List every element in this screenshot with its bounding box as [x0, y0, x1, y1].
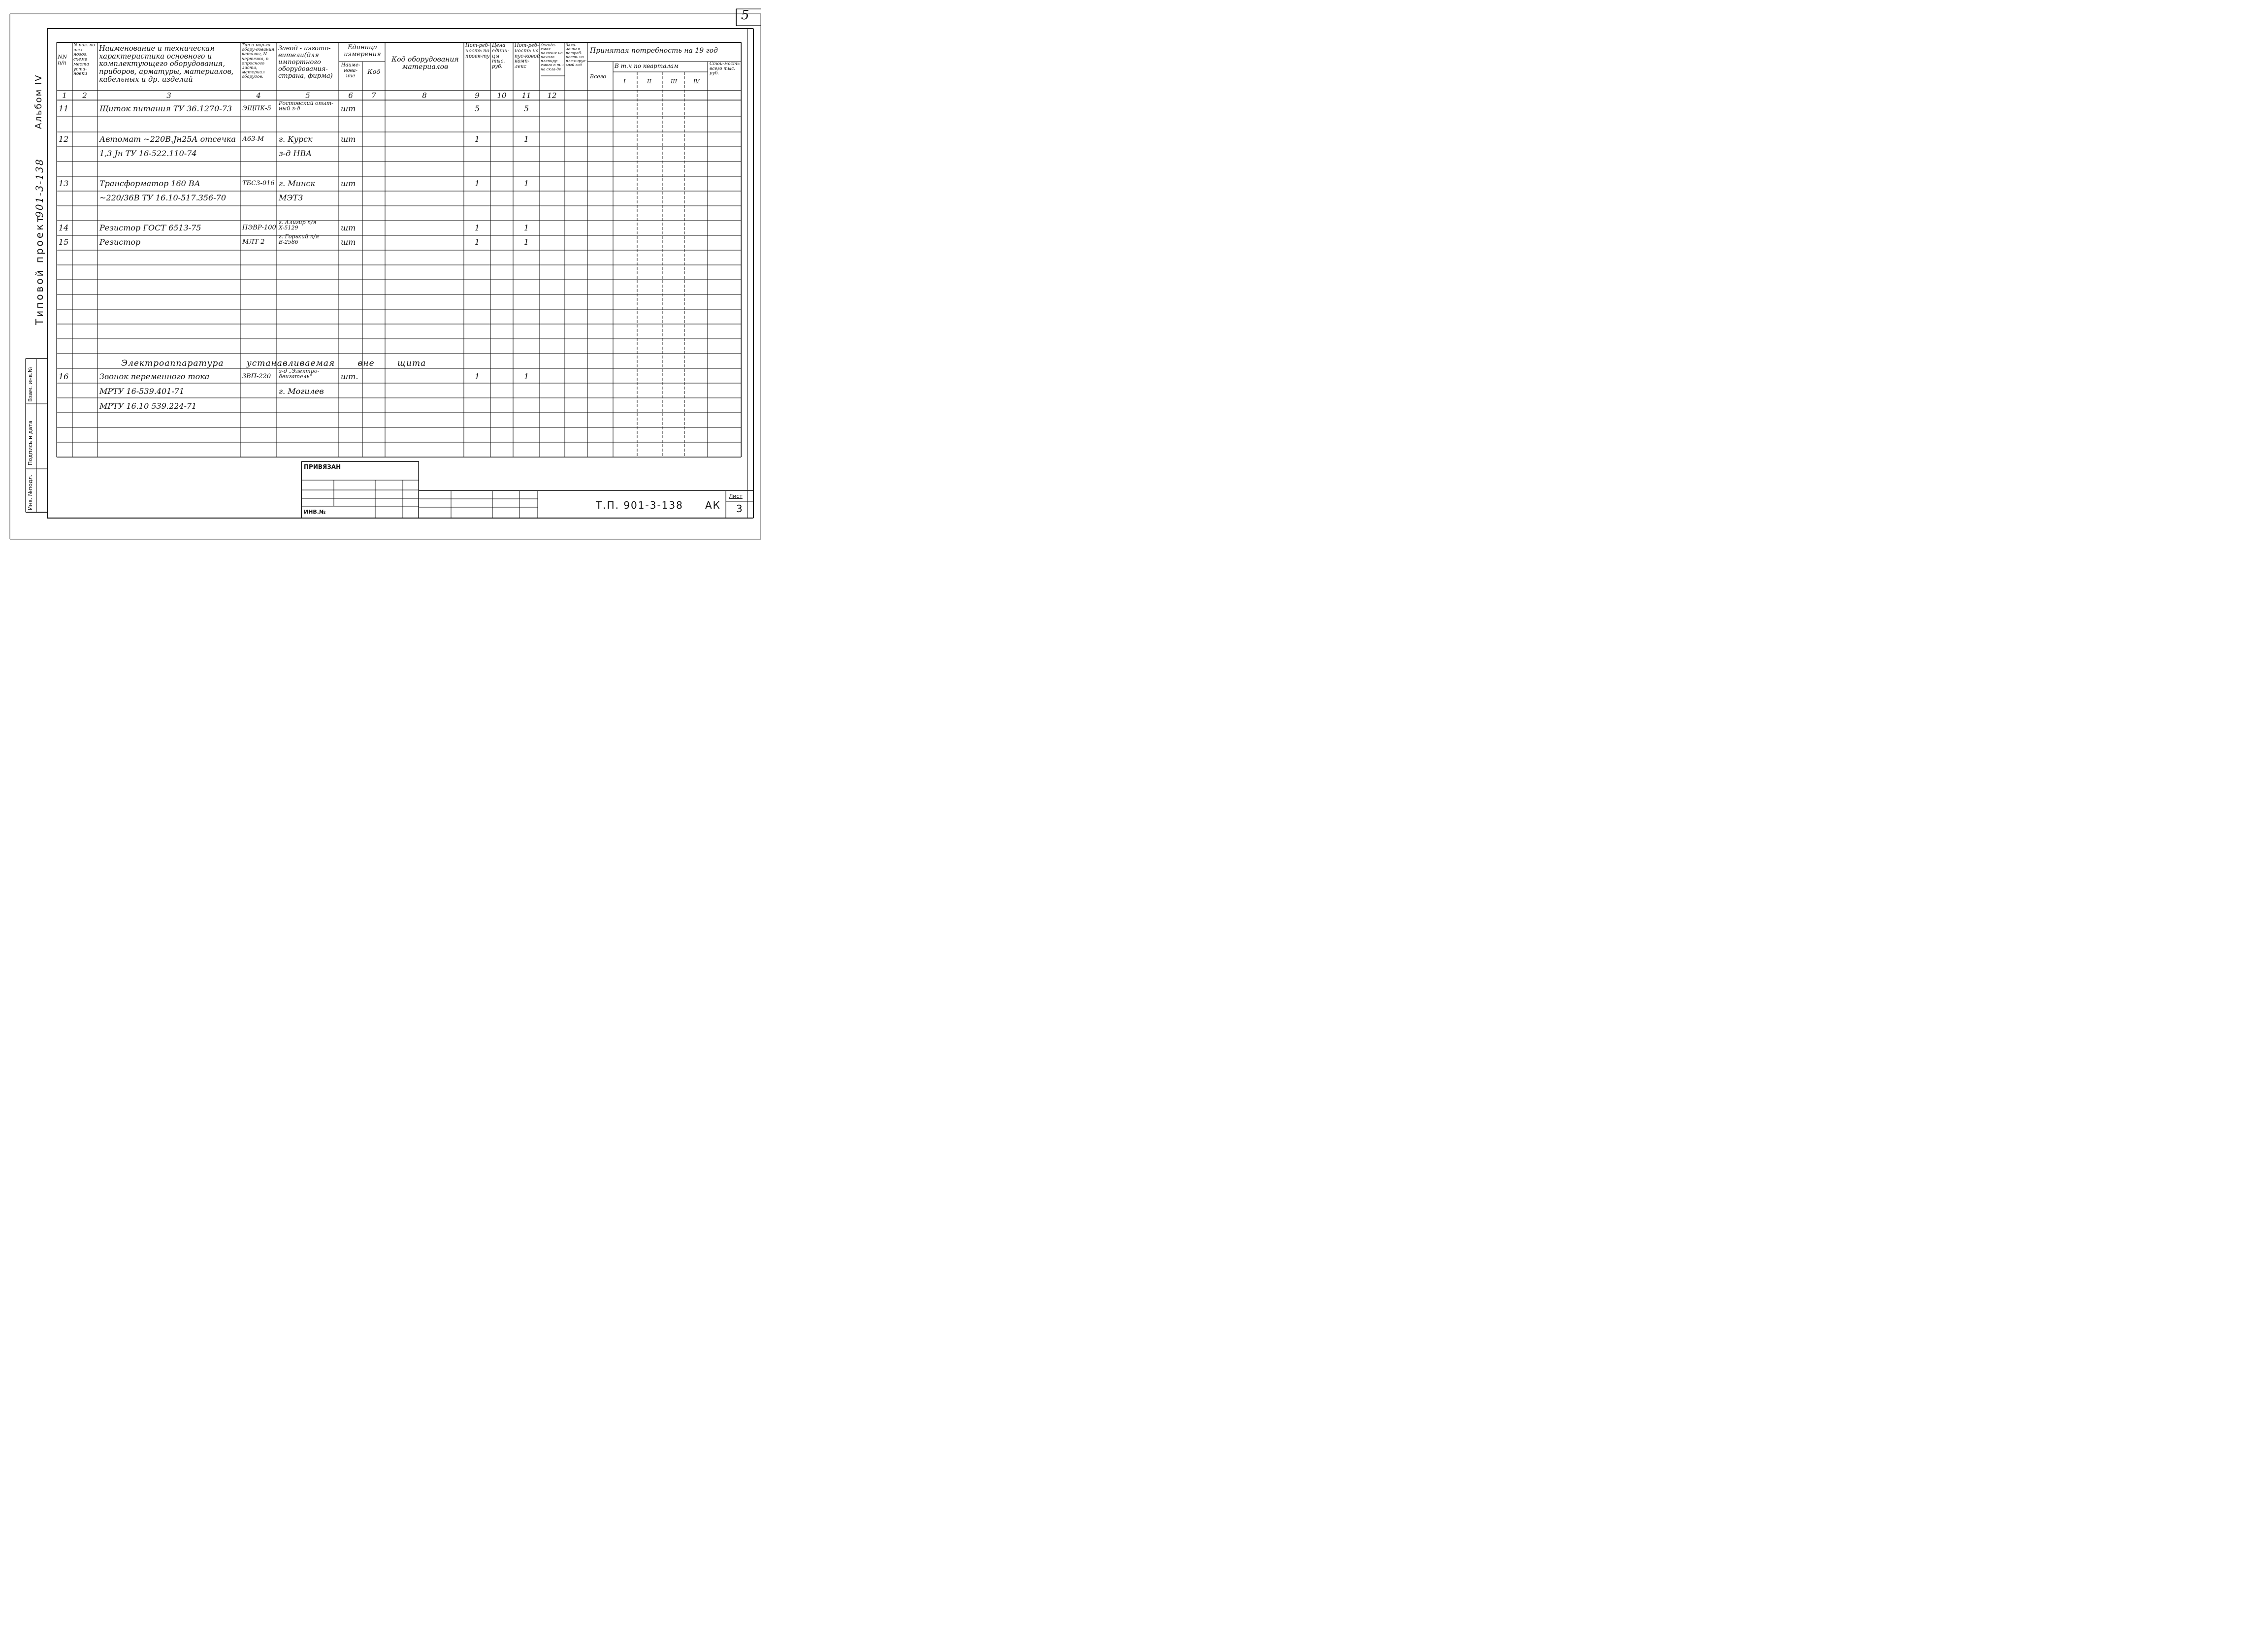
- header-declared: Заяв-ленная потреб-ность на пла-нируе-мый год: [566, 43, 587, 67]
- row-unit: шт: [341, 104, 356, 113]
- stamp-podpis-data: Подпись и дата: [27, 420, 33, 465]
- row-name: МРТУ 16.10 539.224-71: [99, 401, 197, 411]
- row-number: 12: [59, 134, 69, 144]
- sheet-label: Лист: [729, 493, 743, 499]
- row-number: 11: [59, 104, 69, 113]
- header-total: Всего: [590, 73, 606, 80]
- row-launch-need: 1: [524, 223, 529, 232]
- header-price: Цена едини-цы тыс. руб.: [492, 43, 510, 70]
- doc-code: Т.П. 901-3-138: [596, 499, 683, 511]
- row-launch-need: 5: [524, 104, 529, 113]
- row-maker: з-д НВА: [279, 149, 312, 158]
- row-type: МЛТ-2: [242, 238, 265, 246]
- row-launch-need: 1: [524, 134, 529, 144]
- header-pos: N поз. по тех-ногог. схеме места уста-новки: [73, 43, 95, 77]
- header-equipment-code: Код оборудования материалов: [391, 56, 459, 71]
- row-name: 1,3 Jн ТУ 16-522.110-74: [99, 149, 197, 158]
- row-name: Звонок переменного тока: [99, 372, 210, 381]
- row-maker: г. Курск: [279, 134, 313, 144]
- row-type: ТБС3-016: [242, 180, 275, 187]
- header-type: Тип и мар-ка обору-дования, каталог, N чертежа, п опросного листа, материал оборудов.: [242, 43, 276, 80]
- header-accepted-group: Принятая потребность на 19 год: [590, 47, 718, 55]
- row-need: 1: [475, 223, 480, 232]
- row-unit: шт: [341, 237, 356, 247]
- row-maker: г. Алигир п/я Х-5129: [279, 219, 317, 231]
- header-launch: Пот-реб-ность на пус-ковой комп-лекс: [515, 43, 540, 70]
- row-need: 1: [475, 237, 480, 247]
- header-maker: Завод - изгото-вители(для импортного оборудования-страна, фирма): [278, 45, 333, 80]
- column-number: 5: [305, 91, 310, 100]
- row-name: ~220/36В ТУ 16.10-517.356-70: [99, 193, 226, 202]
- doc-mark: АК: [705, 499, 721, 511]
- column-number: 7: [371, 91, 376, 100]
- header-need: Пот-реб-ность по проек-ту: [465, 43, 490, 59]
- row-maker: г. Горький п/я В-2586: [279, 233, 319, 245]
- row-number: 15: [59, 237, 69, 247]
- column-number: 8: [422, 91, 427, 100]
- row-need: 1: [475, 134, 480, 144]
- row-type: А63-М: [242, 135, 264, 143]
- header-unit-name: Наиме-нова-ние: [341, 63, 360, 79]
- row-maker: Ростовский опыт-ный з-д: [279, 100, 333, 112]
- row-type: ПЭВР-100: [242, 224, 276, 231]
- row-name: Трансформатор 160 ВА: [99, 179, 200, 188]
- row-type: ЗВП-220: [242, 373, 271, 380]
- header-q3: III: [671, 78, 678, 85]
- header-nn: NN п/п: [58, 54, 67, 66]
- column-number: 2: [82, 91, 87, 100]
- row-name: Автомат ~220В.Jн25А отсечка: [99, 134, 236, 144]
- album-label: Альбом IV: [33, 74, 44, 129]
- row-need: 1: [475, 179, 480, 188]
- header-q4: IV: [693, 78, 700, 85]
- row-name: МРТУ 16-539.401-71: [99, 387, 185, 396]
- row-type: ЭЩПК-5: [242, 105, 271, 112]
- row-number: 13: [59, 179, 69, 188]
- header-name: Наименование и техническая характеристика основного и комплектующего оборудования, приборов, арматуры, материалов, кабельных и др. изделий: [99, 45, 234, 84]
- row-launch-need: 1: [524, 179, 529, 188]
- column-number: 12: [547, 91, 557, 100]
- project-type: Типовой проект: [33, 215, 45, 325]
- header-cost: Стои-мость всего тыс. руб.: [710, 62, 740, 76]
- row-launch-need: 1: [524, 237, 529, 247]
- row-unit: шт: [341, 223, 356, 232]
- row-maker: МЭТЗ: [279, 193, 303, 202]
- row-unit: шт: [341, 179, 356, 188]
- header-unit-code: Код: [367, 68, 381, 76]
- header-by-quarters: В т.ч по кварталам: [615, 63, 679, 69]
- project-number: 901-3-138: [33, 158, 45, 218]
- inv-label: ИНВ.№: [304, 509, 326, 515]
- sheet-number: 3: [736, 503, 743, 515]
- row-unit: шт.: [341, 372, 358, 381]
- page-number: 5: [741, 8, 749, 23]
- row-name: Резистор: [99, 237, 141, 247]
- row-launch-need: 1: [524, 372, 529, 381]
- column-number: 10: [497, 91, 507, 100]
- row-maker: з-д „Электро-двигатель": [279, 368, 320, 380]
- row-number: 14: [59, 223, 69, 232]
- column-number: 4: [256, 91, 261, 100]
- column-number: 11: [521, 91, 531, 100]
- row-maker: г. Могилев: [279, 387, 324, 396]
- row-number: 16: [59, 372, 69, 381]
- header-unit-group: Единица измерения: [344, 44, 381, 59]
- column-number: 3: [166, 91, 171, 100]
- row-need: 1: [475, 372, 480, 381]
- privyazan-label: ПРИВЯЗАН: [304, 463, 341, 470]
- row-need: 5: [475, 104, 480, 113]
- section-heading: Электроаппаратура устанавливаемая вне щита: [121, 358, 426, 368]
- header-q2: II: [647, 78, 651, 85]
- stamp-inv-podl: Инв. №подл.: [27, 474, 33, 510]
- column-number: 9: [475, 91, 480, 100]
- row-name: Резистор ГОСТ 6513-75: [99, 223, 201, 232]
- row-unit: шт: [341, 134, 356, 144]
- header-expected: Ожида-емая наличие на начало планиру-емого в т.ч на скла-де: [541, 43, 564, 71]
- stamp-vzam-inv: Взам. инв.№: [27, 366, 33, 402]
- column-number: 1: [62, 91, 67, 100]
- row-maker: г. Минск: [279, 179, 315, 188]
- row-name: Щиток питания ТУ 36.1270-73: [99, 104, 232, 113]
- header-q1: I: [623, 78, 626, 85]
- column-number: 6: [348, 91, 353, 100]
